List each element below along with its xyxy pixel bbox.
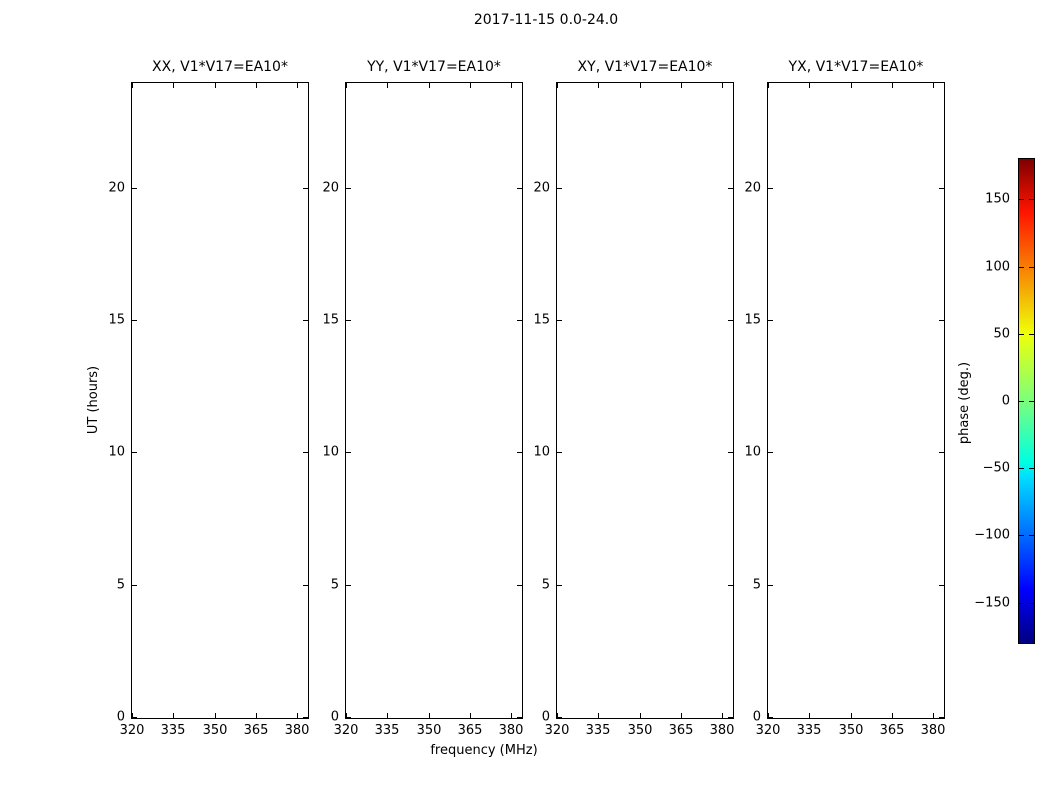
y-tick-mark: [132, 452, 137, 453]
y-tick-mark: [346, 320, 351, 321]
x-tick-mark: [297, 713, 298, 718]
subplot-title: XX, V1*V17=EA10*: [152, 59, 288, 75]
y-tick-label: 5: [116, 577, 125, 593]
x-tick-label: 320: [333, 723, 359, 738]
x-tick-label: 335: [796, 723, 822, 738]
x-axis-label: frequency (MHz): [430, 743, 538, 758]
colorbar-tick-mark: [1019, 401, 1024, 402]
colorbar-tick-mark: [1029, 535, 1034, 536]
y-tick-mark: [346, 452, 351, 453]
subplot-title: YX, V1*V17=EA10*: [788, 59, 924, 75]
plot-area: [131, 82, 309, 719]
x-tick-mark: [598, 83, 599, 88]
y-tick-mark: [768, 188, 773, 189]
figure-title: 2017-11-15 0.0-24.0: [473, 12, 619, 28]
x-tick-mark: [387, 713, 388, 718]
x-tick-label: 350: [202, 723, 228, 738]
colorbar-tick-mark: [1029, 468, 1034, 469]
y-tick-mark: [768, 717, 773, 718]
x-tick-mark: [892, 713, 893, 718]
colorbar-tick-label: 150: [985, 191, 1010, 207]
y-tick-mark: [557, 717, 562, 718]
y-tick-label: 0: [541, 709, 550, 725]
y-tick-label: 0: [330, 709, 339, 725]
x-tick-mark: [640, 713, 641, 718]
x-tick-label: 350: [838, 723, 864, 738]
x-tick-label: 320: [119, 723, 145, 738]
x-tick-mark: [387, 83, 388, 88]
subplot-title: YY, V1*V17=EA10*: [367, 59, 501, 75]
y-tick-mark: [557, 188, 562, 189]
subplot-title: XY, V1*V17=EA10*: [577, 59, 713, 75]
y-tick-mark: [768, 452, 773, 453]
x-tick-mark: [598, 713, 599, 718]
x-tick-label: 335: [160, 723, 186, 738]
y-tick-mark: [346, 585, 351, 586]
y-tick-label: 5: [752, 577, 761, 593]
x-tick-mark: [470, 713, 471, 718]
colorbar-tick-mark: [1029, 267, 1034, 268]
x-tick-mark: [681, 83, 682, 88]
colorbar-tick-mark: [1029, 401, 1034, 402]
x-tick-label: 320: [544, 723, 570, 738]
y-tick-label: 15: [533, 312, 550, 328]
y-tick-mark: [939, 452, 944, 453]
colorbar-tick-label: 50: [993, 326, 1010, 342]
y-tick-label: 10: [108, 444, 125, 460]
y-tick-mark: [939, 188, 944, 189]
colorbar-tick-mark: [1019, 603, 1024, 604]
x-tick-mark: [173, 83, 174, 88]
y-tick-mark: [557, 320, 562, 321]
colorbar-tick-mark: [1019, 199, 1024, 200]
y-tick-mark: [768, 585, 773, 586]
x-tick-mark: [470, 83, 471, 88]
x-tick-mark: [256, 83, 257, 88]
y-tick-mark: [557, 452, 562, 453]
colorbar-tick-label: −150: [974, 595, 1010, 611]
y-tick-mark: [132, 585, 137, 586]
x-tick-mark: [557, 83, 558, 88]
y-tick-mark: [132, 717, 137, 718]
x-tick-mark: [768, 83, 769, 88]
colorbar-tick-label: 0: [1001, 393, 1010, 409]
x-tick-mark: [851, 83, 852, 88]
x-tick-label: 350: [627, 723, 653, 738]
x-tick-label: 350: [416, 723, 442, 738]
y-tick-label: 5: [541, 577, 550, 593]
x-tick-mark: [215, 83, 216, 88]
x-tick-mark: [256, 713, 257, 718]
colorbar-tick-mark: [1019, 267, 1024, 268]
x-tick-label: 365: [457, 723, 483, 738]
y-tick-label: 15: [108, 312, 125, 328]
y-tick-label: 15: [322, 312, 339, 328]
colorbar-tick-mark: [1019, 535, 1024, 536]
y-tick-label: 20: [108, 180, 125, 196]
colorbar-tick-mark: [1029, 334, 1034, 335]
y-tick-label: 20: [744, 180, 761, 196]
x-tick-mark: [681, 713, 682, 718]
subplot-yx: [744, 0, 946, 800]
x-tick-label: 320: [755, 723, 781, 738]
colorbar-tick-mark: [1019, 334, 1024, 335]
x-tick-mark: [892, 83, 893, 88]
subplot-xx: [108, 0, 310, 800]
y-tick-label: 15: [744, 312, 761, 328]
y-tick-mark: [939, 717, 944, 718]
plot-area: [767, 82, 945, 719]
x-tick-mark: [933, 83, 934, 88]
x-tick-mark: [851, 713, 852, 718]
y-tick-mark: [132, 320, 137, 321]
colorbar-tick-mark: [1029, 199, 1034, 200]
y-tick-mark: [346, 717, 351, 718]
y-tick-label: 10: [322, 444, 339, 460]
x-tick-label: 380: [284, 723, 310, 738]
x-tick-mark: [429, 83, 430, 88]
x-tick-mark: [173, 713, 174, 718]
y-axis-label: UT (hours): [86, 365, 101, 435]
colorbar-label: phase (deg.): [957, 361, 972, 445]
x-tick-mark: [722, 83, 723, 88]
y-tick-label: 20: [533, 180, 550, 196]
x-tick-mark: [132, 83, 133, 88]
y-tick-mark: [346, 188, 351, 189]
x-tick-label: 380: [498, 723, 524, 738]
x-tick-mark: [297, 83, 298, 88]
y-tick-label: 5: [330, 577, 339, 593]
y-tick-label: 0: [116, 709, 125, 725]
y-tick-label: 0: [752, 709, 761, 725]
x-tick-label: 335: [374, 723, 400, 738]
subplot-yy: [322, 0, 524, 800]
x-tick-mark: [511, 83, 512, 88]
x-tick-label: 335: [585, 723, 611, 738]
x-tick-label: 365: [668, 723, 694, 738]
x-tick-mark: [640, 83, 641, 88]
y-tick-mark: [557, 585, 562, 586]
x-tick-label: 365: [879, 723, 905, 738]
colorbar-tick-mark: [1019, 468, 1024, 469]
plot-area: [345, 82, 523, 719]
colorbar-tick-label: 100: [985, 259, 1010, 275]
y-tick-mark: [132, 188, 137, 189]
y-tick-mark: [939, 585, 944, 586]
x-tick-label: 365: [243, 723, 269, 738]
x-tick-mark: [809, 83, 810, 88]
colorbar-tick-label: −100: [974, 527, 1010, 543]
x-tick-label: 380: [920, 723, 946, 738]
y-tick-mark: [768, 320, 773, 321]
x-tick-mark: [346, 83, 347, 88]
y-tick-label: 10: [744, 444, 761, 460]
x-tick-mark: [809, 713, 810, 718]
y-tick-mark: [939, 320, 944, 321]
colorbar-gradient: [1018, 158, 1035, 644]
colorbar-tick-mark: [1029, 603, 1034, 604]
x-tick-mark: [429, 713, 430, 718]
x-tick-mark: [215, 713, 216, 718]
y-tick-label: 20: [322, 180, 339, 196]
y-tick-label: 10: [533, 444, 550, 460]
x-tick-label: 380: [709, 723, 735, 738]
plot-area: [556, 82, 734, 719]
colorbar-tick-label: −50: [982, 460, 1010, 476]
x-tick-mark: [933, 713, 934, 718]
